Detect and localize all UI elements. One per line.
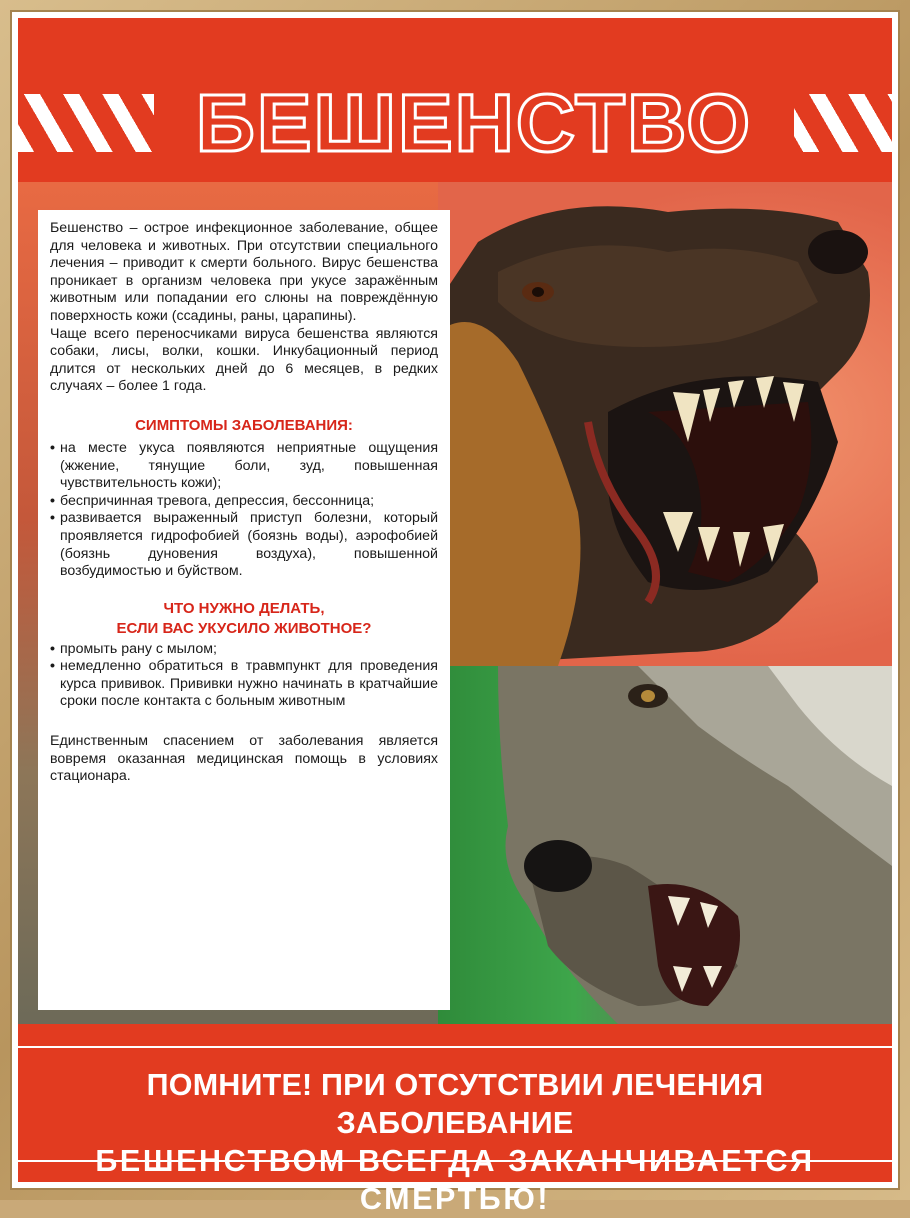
snarling-wolf-photo — [438, 666, 892, 1024]
poster-footer — [18, 1024, 892, 1216]
poster-body — [18, 182, 892, 1024]
actions-heading-line-1: ЧТО НУЖНО ДЕЛАТЬ, — [163, 599, 325, 617]
bullet: • — [50, 492, 55, 509]
actions-heading — [50, 599, 438, 639]
list-item — [50, 510, 438, 580]
footer-warning-line-2: БЕШЕНСТВОМ ВСЕГДА ЗАКАНЧИВАЕТСЯ СМЕРТЬЮ! — [95, 1144, 815, 1216]
footer-divider-top — [18, 1046, 892, 1048]
symptoms-list — [50, 440, 438, 581]
actions-list — [50, 641, 438, 711]
bullet: • — [50, 640, 55, 657]
list-item — [50, 493, 438, 511]
footer-warning — [34, 1066, 876, 1218]
info-panel — [38, 210, 450, 1010]
snarling-dog-photo — [438, 182, 892, 666]
bullet: • — [50, 439, 55, 456]
wolf-illustration — [438, 666, 892, 1024]
list-item-text: немедленно обратиться в травмпункт для проведения курса прививок. Прививки нужно начинать в кратчайшие сроки после контакта с больным животным — [60, 658, 438, 710]
list-item — [50, 440, 438, 493]
list-item-text: беспричинная тревога, депрессия, бессонница; — [60, 492, 375, 509]
intro-paragraph-1: Бешенство – острое инфекционное заболевание, общее для человека и животных. При отсутствии специального лечения – приводит к смерти больного. Вирус бешенства проникает в организм человека при укусе заражённым животным или попадании его слюны на повреждённую поверхность кожи (ссадины, раны, царапины). — [50, 220, 438, 324]
symptoms-heading: СИМПТОМЫ ЗАБОЛЕВАНИЯ: — [135, 416, 353, 434]
poster-title: БЕШЕНСТВО — [195, 78, 753, 169]
bullet: • — [50, 510, 55, 527]
list-item-text: промыть рану с мылом; — [60, 640, 217, 657]
dog-illustration — [438, 182, 892, 666]
poster — [10, 10, 900, 1216]
bullet: • — [50, 658, 55, 675]
footer-warning-line-1: ПОМНИТЕ! ПРИ ОТСУТСТВИИ ЛЕЧЕНИЯ ЗАБОЛЕВАНИЕ — [146, 1068, 764, 1140]
conclusion-paragraph: Единственным спасением от заболевания является вовремя оказанная медицинская помощь в условиях стационара. — [50, 733, 438, 785]
intro-paragraph-2: Чаще всего переносчиками вируса бешенства являются собаки, лисы, волки, кошки. Инкубационный период длится от нескольких дней до 6 месяцев, в редких случаях – более 1 года. — [50, 325, 438, 395]
list-item-text: развивается выраженный приступ болезни, который проявляется гидрофобией (боязнь воды), аэрофобией (боязнь дуновения воздуха), повышенной возбудимостью и буйством. — [60, 510, 438, 580]
list-item-text: на месте укуса появляются неприятные ощущения (жжение, тянущие боли, зуд, повышенная чувствительность кожи); — [60, 439, 438, 492]
actions-heading-line-2: ЕСЛИ ВАС УКУСИЛО ЖИВОТНОЕ? — [116, 619, 372, 637]
list-item — [50, 641, 438, 659]
poster-header — [18, 18, 892, 182]
list-item — [50, 658, 438, 711]
